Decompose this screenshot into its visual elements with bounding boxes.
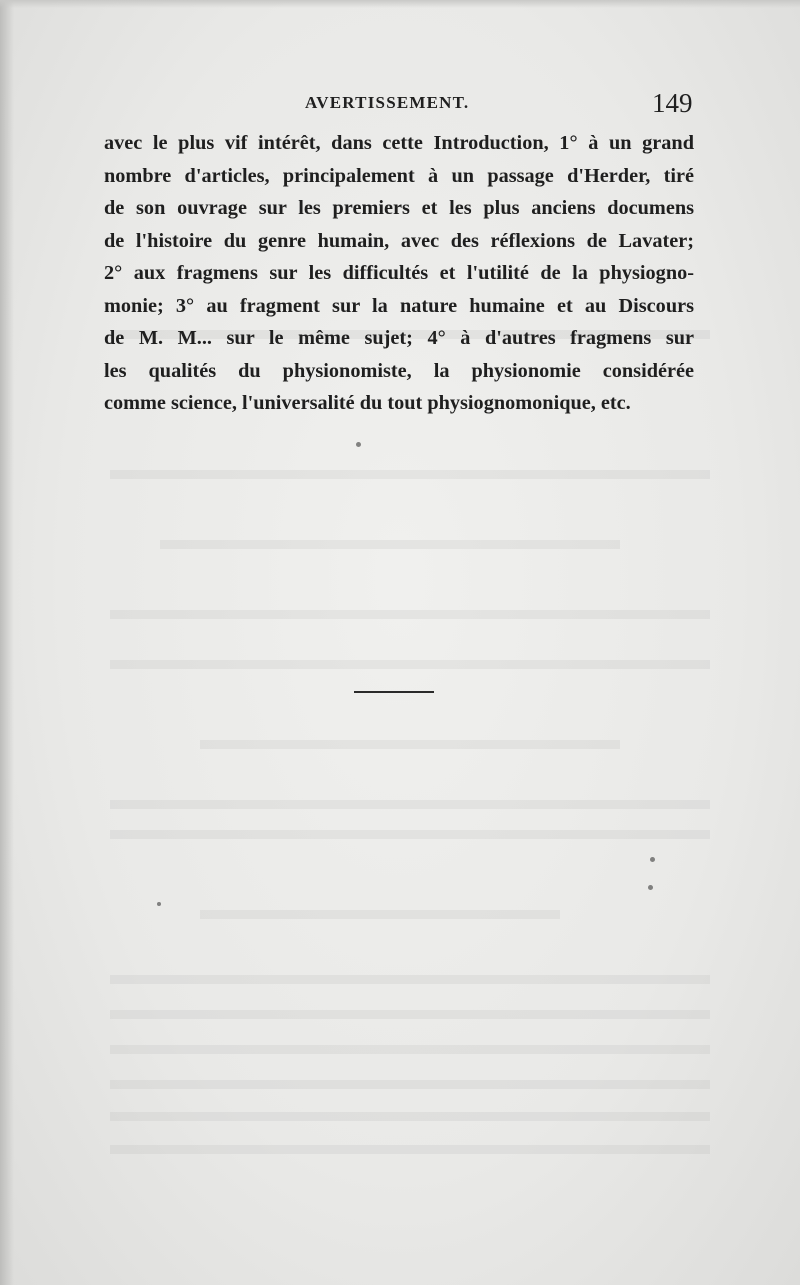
bleed-through-mark bbox=[200, 740, 620, 749]
ink-speck bbox=[356, 442, 361, 447]
bleed-through-mark bbox=[110, 1112, 710, 1121]
page-shadow-left bbox=[0, 0, 14, 1285]
text-line: comme science, l'universalité du tout physiognomonique, etc. bbox=[104, 392, 631, 414]
text-line: nombre d'articles, principalement à un passage d'Herder, tiré bbox=[104, 164, 694, 187]
body-paragraph bbox=[104, 127, 694, 420]
section-divider bbox=[354, 691, 434, 693]
bleed-through-mark bbox=[160, 540, 620, 549]
bleed-through-mark bbox=[110, 660, 710, 669]
page-number: 149 bbox=[652, 88, 693, 118]
bleed-through-mark bbox=[110, 1080, 710, 1089]
bleed-through-mark bbox=[110, 975, 710, 984]
ink-speck bbox=[648, 885, 653, 890]
bleed-through-mark bbox=[200, 910, 560, 919]
text-line: 2° aux fragmens sur les difficultés et l'utilité de la physiogno- bbox=[104, 262, 694, 284]
bleed-through-mark bbox=[110, 1010, 710, 1019]
bleed-through-mark bbox=[110, 1045, 710, 1054]
ink-speck bbox=[650, 857, 655, 862]
bleed-through-mark bbox=[110, 610, 710, 619]
text-line: les qualités du physionomiste, la physionomie considérée bbox=[104, 359, 694, 382]
text-line: avec le plus vif intérêt, dans cette Introduction, 1° à un grand bbox=[104, 132, 694, 154]
bleed-through-mark bbox=[110, 800, 710, 809]
ink-speck bbox=[157, 902, 161, 906]
text-line: monie; 3° au fragment sur la nature humaine et au Discours bbox=[104, 294, 694, 317]
bleed-through-mark bbox=[110, 1145, 710, 1154]
text-line: de l'histoire du genre humain, avec des réflexions de Lavater; bbox=[104, 229, 694, 252]
text-line: de son ouvrage sur les premiers et les plus anciens documens bbox=[104, 197, 694, 219]
running-head: AVERTISSEMENT. bbox=[305, 93, 470, 112]
page-shadow-top bbox=[0, 0, 800, 8]
bleed-through-mark bbox=[110, 830, 710, 839]
bleed-through-mark bbox=[110, 470, 710, 479]
text-line: de M. M... sur le même sujet; 4° à d'autres fragmens sur bbox=[104, 327, 694, 349]
